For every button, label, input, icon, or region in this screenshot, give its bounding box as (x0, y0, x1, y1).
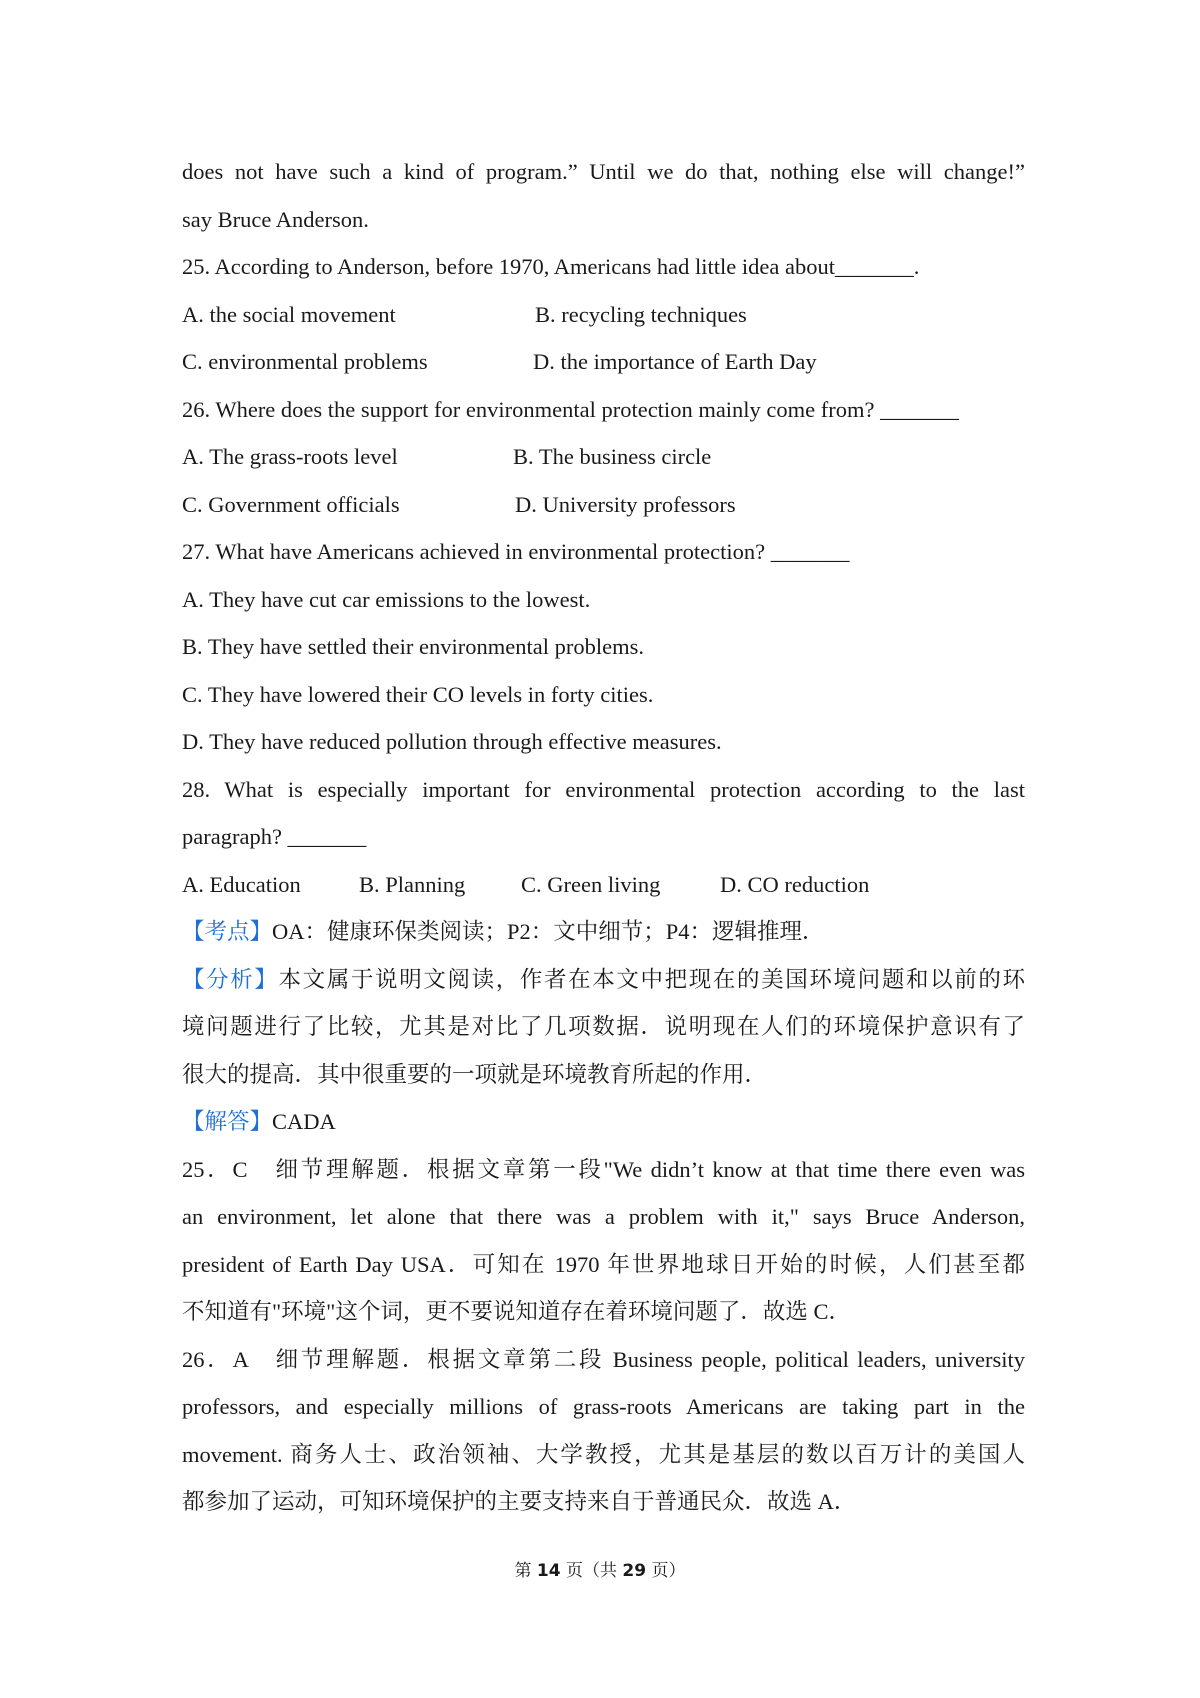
fenxi-tag: 【分析】 (182, 966, 279, 992)
footer-prefix: 第 (514, 1561, 537, 1581)
option-d: D. They have reduced pollution through effective measures. (182, 729, 722, 754)
option-a: A. the social movement (182, 301, 396, 327)
kaodian-tag: 【考点】 (182, 919, 273, 944)
fenxi-section (182, 956, 1025, 1004)
explanation-25-line: an environment, let alone that there was a problem with it," says Bruce Anderson, (182, 1204, 1025, 1229)
option-d: D. University professors (515, 491, 736, 517)
question-25-stem: 25. According to Anderson, before 1970, Americans had little idea about_______. (182, 254, 920, 279)
option-b: B. Planning (359, 871, 466, 897)
fenxi-line: 很大的提高．其中很重要的一项就是环境教育所起的作用． (182, 1061, 768, 1087)
option-b: B. recycling techniques (535, 301, 747, 327)
passage-line: say Bruce Anderson. (182, 206, 369, 232)
explanation-26-line: movement. 商务人士、政治领袖、大学教授，尤其是基层的数以百万计的美国人 (182, 1441, 1025, 1467)
explanation-25-line: 不知道有"环境"这个词，更不要说知道存在着环境问题了．故选 C． (182, 1299, 852, 1324)
fenxi-line: 境问题进行了比较，尤其是对比了几项数据．说明现在人们的环境保护意识有了 (182, 1014, 1025, 1039)
option-b: B. The business circle (513, 444, 712, 469)
jieda-answer: CADA (272, 1109, 336, 1134)
option-d: D. CO reduction (720, 871, 870, 897)
option-c: C. Green living (521, 871, 661, 897)
footer-suffix: 页） (646, 1561, 686, 1581)
footer-middle: 页（共 (560, 1561, 623, 1581)
option-a: A. Education (182, 871, 301, 897)
option-a: A. The grass-roots level (182, 444, 398, 469)
question-26-stem: 26. Where does the support for environmental protection mainly come from? _______ (182, 396, 959, 422)
jieda-tag: 【解答】 (182, 1109, 273, 1134)
explanation-26-line: professors, and especially millions of grass-roots Americans are taking part in the (182, 1394, 1025, 1419)
question-28-options (182, 861, 1025, 909)
option-c: C. environmental problems (182, 349, 428, 374)
explanation-25-line: president of Earth Day USA．可知在 1970 年世界地球日开始的时候，人们甚至都 (182, 1251, 1025, 1277)
explanation-25-line: 25．C 细节理解题．根据文章第一段"We didn’t know at that time there even was (182, 1156, 1025, 1182)
footer-total-pages: 29 (622, 1561, 647, 1581)
option-b: B. They have settled their environmental problems. (182, 634, 644, 659)
question-28-stem-cont: paragraph? _______ (182, 824, 367, 849)
explanation-26-line: 26．A 细节理解题．根据文章第二段 Business people, political leaders, university (182, 1346, 1025, 1372)
question-26-options-row-2 (182, 481, 1025, 529)
question-25-options-row-2 (182, 338, 1025, 386)
question-27-stem: 27. What have Americans achieved in environmental protection? _______ (182, 539, 850, 564)
option-c: C. Government officials (182, 491, 400, 517)
document-page (182, 148, 1025, 1526)
option-d: D. the importance of Earth Day (533, 349, 817, 374)
kaodian-section (182, 908, 1025, 956)
fenxi-text: 本文属于说明文阅读，作者在本文中把现在的美国环境问题和以前的环 (278, 966, 1025, 992)
passage-line: does not have such a kind of program.” Until we do that, nothing else will change!” (182, 159, 1025, 184)
page-footer (0, 1556, 1200, 1581)
footer-page-number: 14 (536, 1561, 561, 1581)
question-25-options-row-1 (182, 291, 1025, 339)
question-28-stem: 28. What is especially important for environmental protection according to the last (182, 776, 1025, 802)
jieda-section (182, 1098, 1025, 1146)
question-26-options-row-1 (182, 433, 1025, 481)
kaodian-text: OA：健康环保类阅读；P2：文中细节；P4：逻辑推理． (272, 919, 825, 944)
option-a: A. They have cut car emissions to the lowest. (182, 586, 591, 612)
explanation-26-line: 都参加了运动，可知环境保护的主要支持来自于普通民众．故选 A． (182, 1489, 857, 1514)
option-c: C. They have lowered their CO levels in forty cities. (182, 681, 654, 707)
